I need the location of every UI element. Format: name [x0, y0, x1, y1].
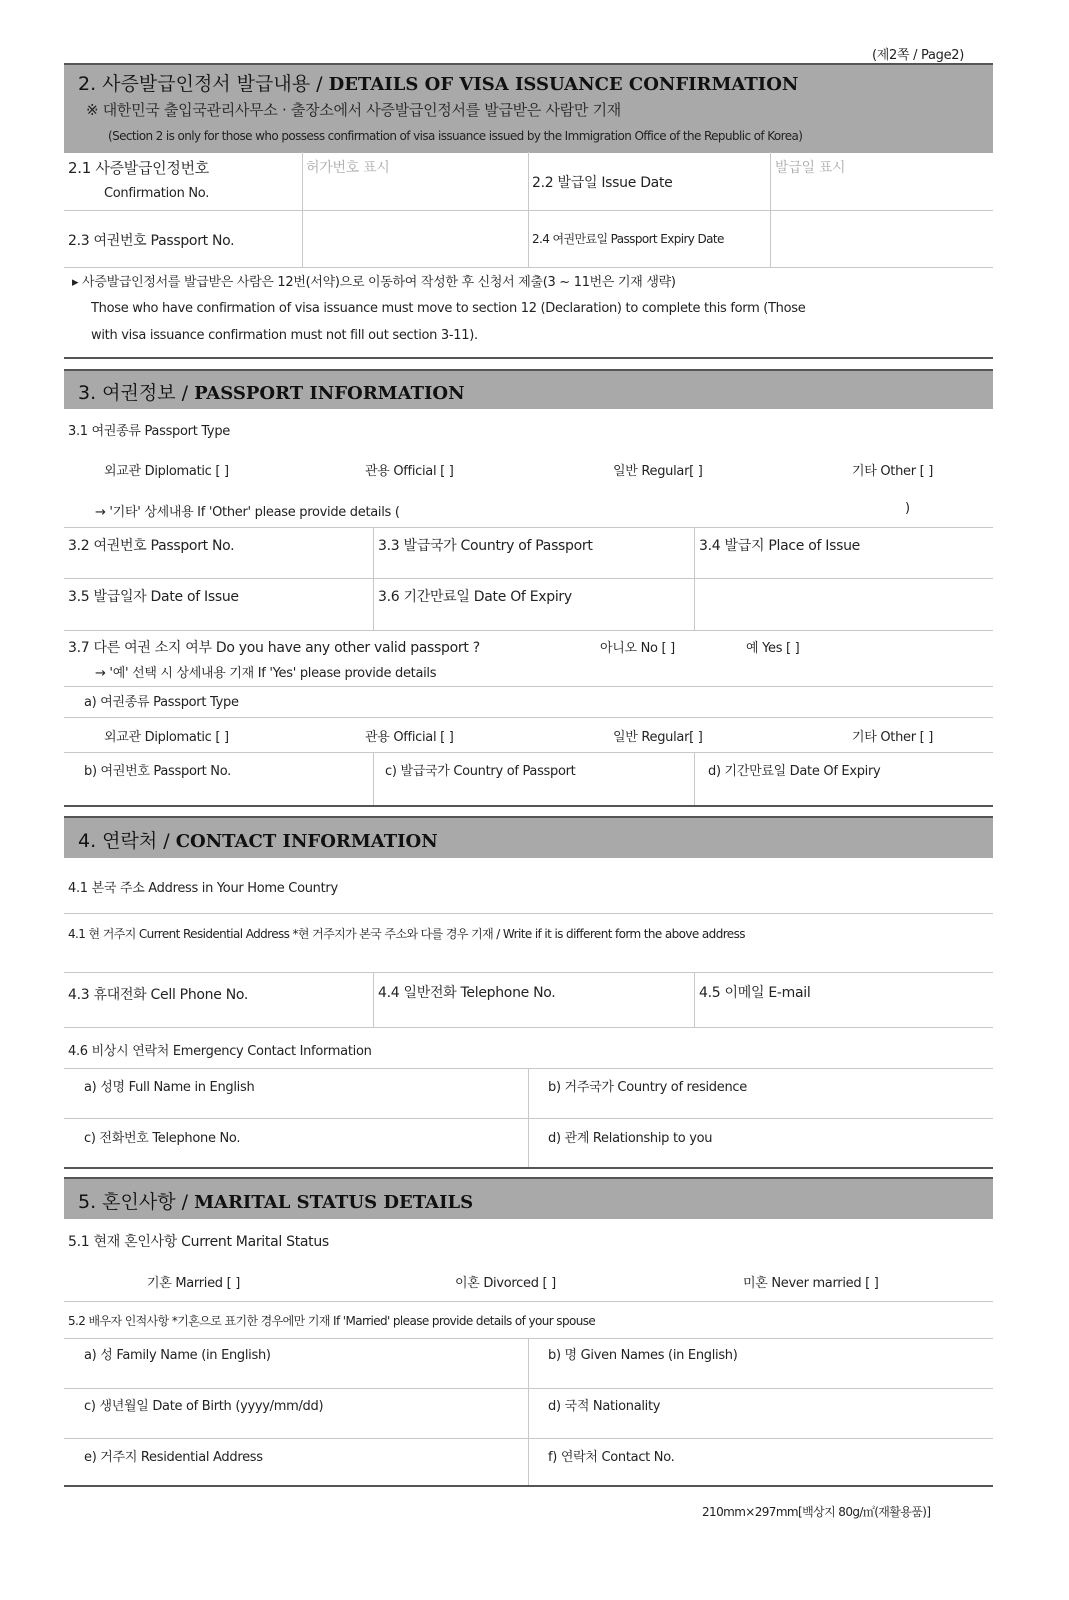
divider — [64, 805, 993, 807]
field-label: b) 여권번호 Passport No. — [84, 764, 231, 779]
checkbox-diplomatic[interactable]: 외교관 Diplomatic [ ] — [104, 464, 229, 479]
paren-close: ) — [905, 501, 910, 516]
field-label: d) 국적 Nationality — [548, 1399, 661, 1414]
divider — [64, 686, 993, 687]
checkbox-diplomatic-2[interactable]: 외교관 Diplomatic [ ] — [104, 730, 229, 745]
checkbox-never-married[interactable]: 미혼 Never married [ ] — [743, 1276, 879, 1291]
instruction-en: with visa issuance confirmation must not fill out section 3-11). — [91, 328, 478, 343]
title-ko: 3. 여권정보 / — [78, 382, 189, 404]
divider — [64, 630, 993, 631]
field-label: c) 전화번호 Telephone No. — [84, 1131, 241, 1146]
title-en: DETAILS OF VISA ISSUANCE CONFIRMATION — [328, 74, 799, 95]
divider — [373, 972, 374, 1027]
field-label: a) 성명 Full Name in English — [84, 1080, 255, 1095]
divider — [770, 152, 771, 267]
section-4-header — [64, 816, 993, 858]
checkbox-divorced[interactable]: 이혼 Divorced [ ] — [455, 1276, 556, 1291]
checkbox-regular[interactable]: 일반 Regular[ ] — [613, 464, 703, 479]
section-title — [78, 69, 798, 96]
title-ko: 4. 연락처 / — [78, 830, 170, 852]
field-label: 2.2 발급일 Issue Date — [532, 175, 673, 191]
section-5-header — [64, 1177, 993, 1219]
divider — [302, 152, 303, 267]
divider — [694, 752, 695, 806]
field-label: 3.1 여권종류 Passport Type — [68, 424, 230, 439]
divider — [373, 752, 374, 806]
field-label: f) 연락처 Contact No. — [548, 1450, 675, 1465]
field-label: 4.6 비상시 연락처 Emergency Contact Information — [68, 1044, 372, 1059]
checkbox-other-passport-yes[interactable]: 예 Yes [ ] — [746, 641, 800, 656]
field-label: 4.1 현 거주지 Current Residential Address *현 거주지가 본국 주소와 다를 경우 기재 / Write if it is different form the above address — [68, 927, 745, 941]
confirmation-no-input[interactable]: 허가번호 표시 — [306, 160, 390, 176]
field-label: d) 관계 Relationship to you — [548, 1131, 713, 1146]
section-note-ko: ※ 대한민국 출입국관리사무소 · 출장소에서 사증발급인정서를 발급받은 사람만 기재 — [86, 101, 621, 119]
title-ko: 2. 사증발급인정서 발급내용 / — [78, 73, 323, 95]
divider — [528, 1068, 529, 1168]
field-label: 3.3 발급국가 Country of Passport — [378, 538, 593, 554]
field-label: 2.3 여권번호 Passport No. — [68, 233, 235, 249]
title-en: MARITAL STATUS DETAILS — [194, 1192, 474, 1213]
divider — [694, 972, 695, 1027]
divider — [64, 752, 993, 753]
field-label: Confirmation No. — [104, 186, 210, 201]
checkbox-regular-2[interactable]: 일반 Regular[ ] — [613, 730, 703, 745]
divider — [64, 972, 993, 973]
field-label: e) 거주지 Residential Address — [84, 1450, 263, 1465]
checkbox-official-2[interactable]: 관용 Official [ ] — [365, 730, 454, 745]
divider — [64, 527, 993, 528]
other-details-label: → '기타' 상세내용 If 'Other' please provide details ( — [95, 505, 400, 520]
section-3-header — [64, 369, 993, 409]
field-label: 2.1 사증발급인정번호 — [68, 159, 209, 177]
checkbox-other-passport-no[interactable]: 아니오 No [ ] — [600, 641, 675, 656]
divider — [64, 913, 993, 914]
field-label: 3.5 발급일자 Date of Issue — [68, 589, 239, 605]
divider — [64, 1301, 993, 1302]
field-label: 5.1 현재 혼인사항 Current Marital Status — [68, 1234, 329, 1250]
divider — [64, 1167, 993, 1169]
field-label: a) 성 Family Name (in English) — [84, 1348, 271, 1363]
field-label: c) 발급국가 Country of Passport — [385, 764, 576, 779]
title-en: PASSPORT INFORMATION — [194, 383, 465, 404]
divider — [64, 717, 993, 718]
divider — [373, 527, 374, 630]
field-label: 3.6 기간만료일 Date Of Expiry — [378, 589, 572, 605]
paper-spec-footer: 210mm×297mm[백상지 80g/㎡(재활용품)] — [702, 1505, 931, 1519]
field-label: 3.2 여권번호 Passport No. — [68, 538, 235, 554]
field-label: c) 생년월일 Date of Birth (yyyy/mm/dd) — [84, 1399, 324, 1414]
field-label: a) 여권종류 Passport Type — [84, 695, 239, 710]
field-label: 5.2 배우자 인적사항 *기혼으로 표기한 경우에만 기재 If 'Married' please provide details of your spouse — [68, 1314, 596, 1328]
divider — [64, 267, 993, 268]
checkbox-other[interactable]: 기타 Other [ ] — [852, 464, 933, 479]
divider — [694, 527, 695, 630]
field-label: 4.5 이메일 E-mail — [699, 985, 811, 1001]
instruction-ko: ▸ 사증발급인정서를 발급받은 사람은 12번(서약)으로 이동하여 작성한 후 신청서 제출(3 ~ 11번은 기재 생략) — [72, 275, 676, 290]
instruction-en: Those who have confirmation of visa issuance must move to section 12 (Declaration) to complete this form (Those — [91, 301, 806, 316]
checkbox-official[interactable]: 관용 Official [ ] — [365, 464, 454, 479]
page-label: (제2쪽 / Page2) — [872, 48, 965, 63]
field-label: b) 거주국가 Country of residence — [548, 1080, 747, 1095]
section-note-en: (Section 2 is only for those who possess confirmation of visa issuance issued by the Immigration Office of the Republic of Korea) — [108, 129, 803, 143]
divider — [64, 1485, 993, 1487]
field-label: 2.4 여권만료일 Passport Expiry Date — [532, 232, 724, 246]
divider — [64, 578, 993, 579]
title-ko: 5. 혼인사항 / — [78, 1191, 189, 1213]
divider — [64, 357, 993, 359]
field-label: 3.7 다른 여권 소지 여부 Do you have any other valid passport ? — [68, 640, 480, 656]
field-label: 4.4 일반전화 Telephone No. — [378, 985, 556, 1001]
yes-details-label: → '예' 선택 시 상세내용 기재 If 'Yes' please provide details — [95, 666, 437, 681]
divider — [528, 1338, 529, 1486]
checkbox-other-2[interactable]: 기타 Other [ ] — [852, 730, 933, 745]
title-en: CONTACT INFORMATION — [175, 831, 438, 852]
field-label: d) 기간만료일 Date Of Expiry — [708, 764, 881, 779]
field-label: b) 명 Given Names (in English) — [548, 1348, 738, 1363]
field-label: 4.3 휴대전화 Cell Phone No. — [68, 987, 249, 1003]
section-2-header — [64, 63, 993, 153]
field-label: 3.4 발급지 Place of Issue — [699, 538, 860, 554]
divider — [64, 1027, 993, 1028]
field-label: 4.1 본국 주소 Address in Your Home Country — [68, 881, 338, 896]
issue-date-input[interactable]: 발급일 표시 — [775, 160, 846, 176]
divider — [528, 152, 529, 267]
checkbox-married[interactable]: 기혼 Married [ ] — [147, 1276, 240, 1291]
